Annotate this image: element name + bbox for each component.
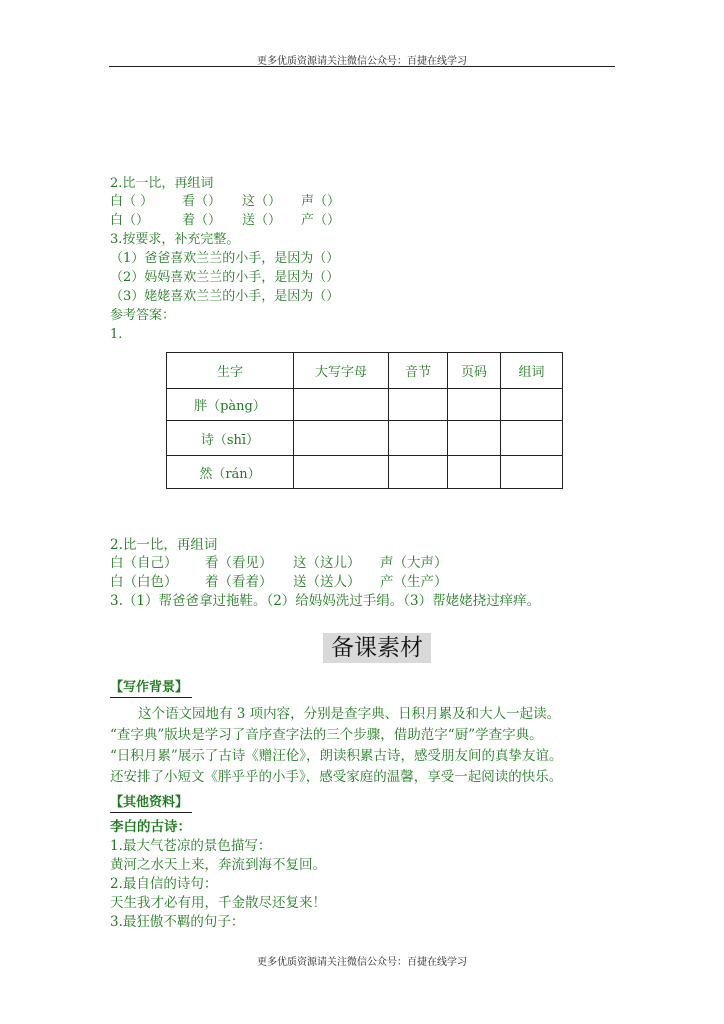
q2-item: 白（ ） xyxy=(110,194,154,209)
answer-item: 白（自己） xyxy=(110,555,178,571)
table-cell xyxy=(448,421,501,456)
q2-item: 着（） xyxy=(182,213,222,228)
background-line: 这个语文园地有 3 项内容，分别是查字典、日积月累及和大人一起读。 xyxy=(138,706,561,722)
libai-line: 2.最自信的诗句： xyxy=(110,876,218,892)
q2-title: 2.比一比，再组词 xyxy=(110,176,214,191)
table-cell xyxy=(294,389,389,421)
header-divider xyxy=(109,66,615,67)
table-header-cell: 音节 xyxy=(389,353,448,389)
q3-item-3: （3）姥姥喜欢兰兰的小手，是因为（） xyxy=(110,289,340,304)
table-cell xyxy=(501,456,563,489)
q2-item: 送（） xyxy=(242,213,282,228)
answer-item: 看（看见） xyxy=(205,555,273,571)
libai-line: 1.最大气苍凉的景色描写： xyxy=(110,838,272,854)
answer-table xyxy=(166,352,563,489)
libai-line: 天生我才必有用，千金散尽还复来！ xyxy=(110,895,326,911)
answer-item: 送（送人） xyxy=(293,574,361,590)
q3-title: 3.按要求，补充完整。 xyxy=(110,232,240,247)
answer-item: 声（大声） xyxy=(380,555,448,571)
table-row xyxy=(167,421,563,456)
answer-item: 白（白色） xyxy=(110,574,178,590)
other-label: 【其他资料】 xyxy=(110,794,192,813)
table-cell xyxy=(389,421,448,456)
background-label: 【写作背景】 xyxy=(110,679,192,698)
table-cell xyxy=(294,421,389,456)
table-header-cell: 大写字母 xyxy=(294,353,389,389)
table-cell xyxy=(389,456,448,489)
libai-title: 李白的古诗： xyxy=(110,819,191,835)
answer-label: 参考答案： xyxy=(110,308,176,323)
answer-q3: 3.（1）帮爸爸拿过拖鞋。（2）给妈妈洗过手绢。（3）帮姥姥挠过痒痒。 xyxy=(110,593,541,609)
table-cell xyxy=(389,389,448,421)
background-line: “日积月累”展示了古诗《赠汪伦》，朗读积累古诗，感受朋友间的真挚友谊。 xyxy=(110,748,563,764)
q3-item-2: （2）妈妈喜欢兰兰的小手，是因为（） xyxy=(110,270,340,285)
table-header-row xyxy=(167,353,563,389)
table-header-cell: 页码 xyxy=(448,353,501,389)
answer-item: 产（生产） xyxy=(380,574,448,590)
answer-item: 着（看着） xyxy=(205,574,273,590)
table-row xyxy=(167,456,563,489)
background-line: 还安排了小短文《胖乎乎的小手》，感受家庭的温馨，享受一起阅读的快乐。 xyxy=(110,769,563,785)
q2-item: 看（） xyxy=(182,194,222,209)
answer-item: 这（这儿） xyxy=(293,555,361,571)
table-row xyxy=(167,389,563,421)
q2-item: 这（） xyxy=(242,194,282,209)
table-header-cell: 生字 xyxy=(167,353,294,389)
q2-item: 产（） xyxy=(301,213,341,228)
q2-item: 白（） xyxy=(110,213,150,228)
table-cell: 胖（pàng） xyxy=(167,389,294,421)
table-header-cell: 组词 xyxy=(501,353,563,389)
table-cell: 然（rán） xyxy=(167,456,294,489)
table-cell xyxy=(448,389,501,421)
q2-item: 声（） xyxy=(301,194,341,209)
page-header: 更多优质资源请关注微信公众号：百捷在线学习 xyxy=(257,56,467,67)
page-footer: 更多优质资源请关注微信公众号：百捷在线学习 xyxy=(257,957,467,968)
table-cell xyxy=(448,456,501,489)
libai-line: 3.最狂傲不羁的句子： xyxy=(110,914,245,930)
material-title: 备课素材 xyxy=(323,633,431,663)
table-cell xyxy=(501,421,563,456)
table-cell: 诗（shī） xyxy=(167,421,294,456)
answer-q2-title: 2.比一比，再组词 xyxy=(110,537,218,553)
table-cell xyxy=(294,456,389,489)
answer-num: 1. xyxy=(110,327,123,342)
q3-item-1: （1）爸爸喜欢兰兰的小手，是因为（） xyxy=(110,251,340,266)
libai-line: 黄河之水天上来，奔流到海不复回。 xyxy=(110,857,326,873)
table-cell xyxy=(501,389,563,421)
background-line: “查字典”版块是学习了音序查字法的三个步骤，借助范字“厨”学查字典。 xyxy=(110,727,543,743)
